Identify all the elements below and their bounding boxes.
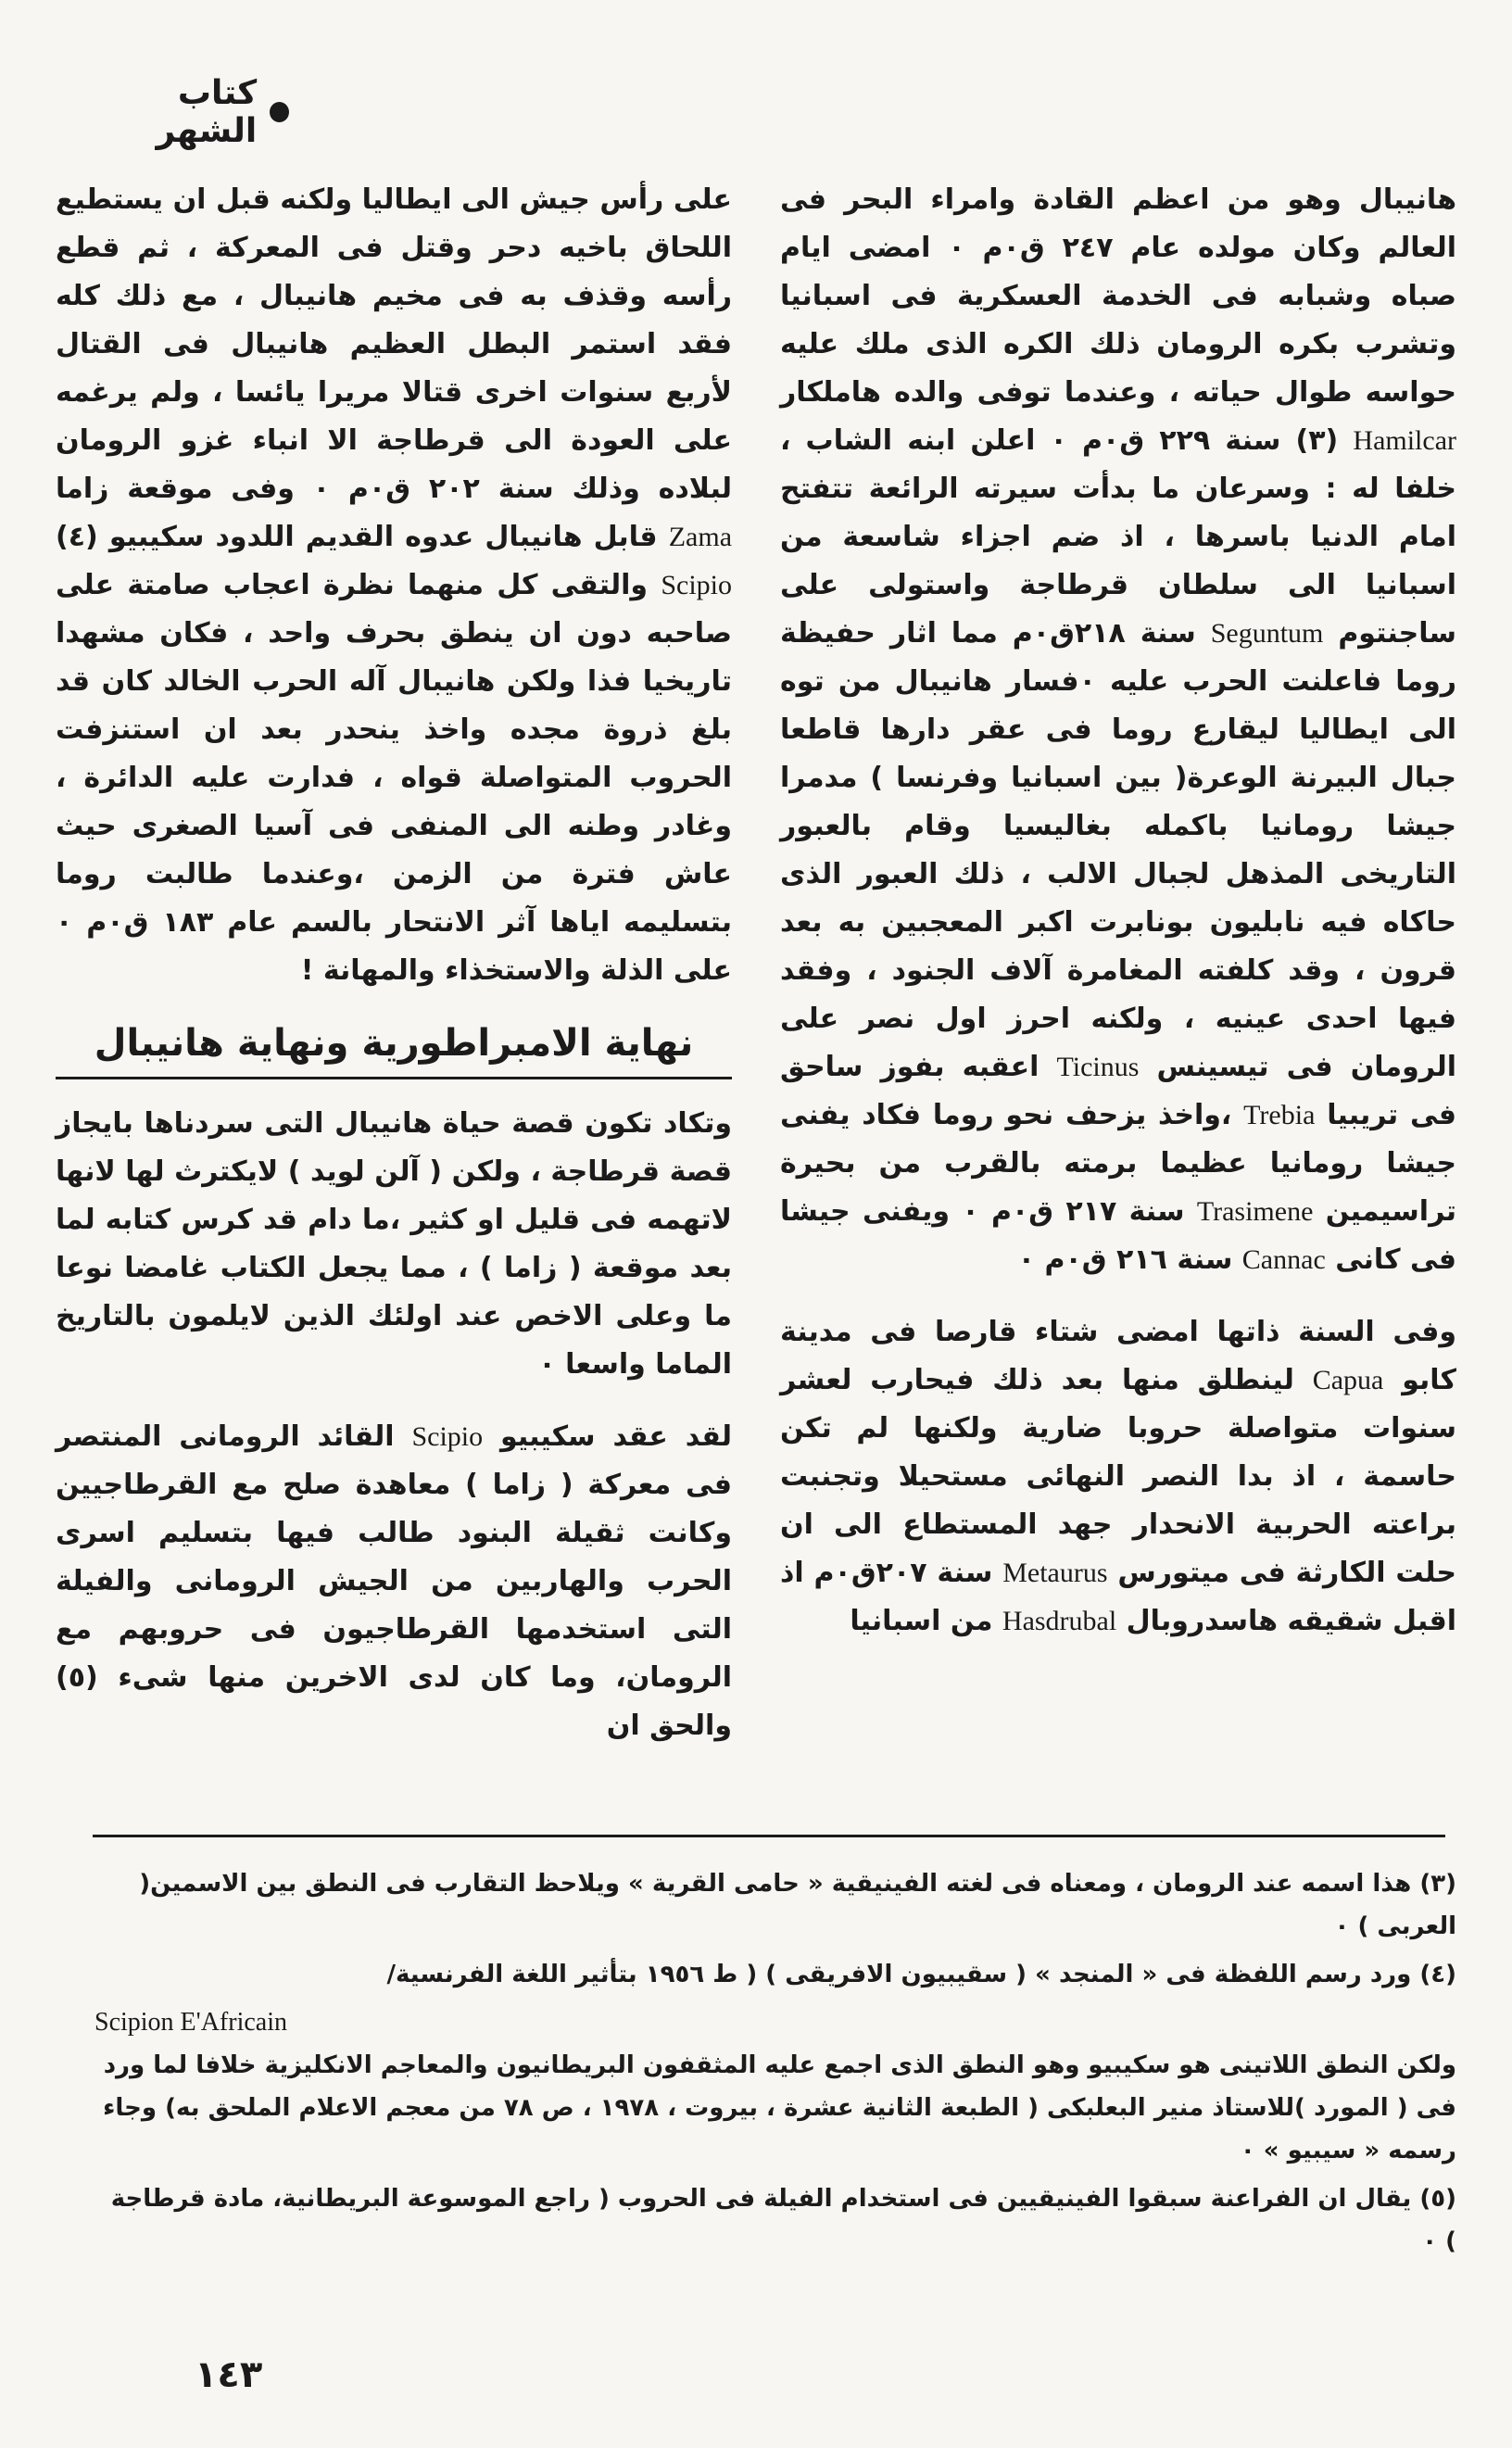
left-paragraph-1: على رأس جيش الى ايطاليا ولكنه قبل ان يستطيع اللحاق باخيه دحر وقتل فى المعركة ، ثم قطع رأسه وقذف به فى مخيم هانيبال ، مع ذلك كله فقد استمر البطل العظيم هانيبال فى القتال لأربع سنوات اخرى قتالا مريرا يائسا ، ولم يرغمه على العودة الى قرطاجة الا انباء غزو الرومان لبلاده وذلك سنة ٢٠٢ ق٠م ٠ وفى موقعة زاما Zama قابل هانيبال عدوه القديم اللدود سكيبيو (٤) Scipio والتقى كل منهما نظرة اعجاب صامتة على صاحبه دون ان ينطق بحرف واحد ، فكان مشهدا تاريخيا فذا ولكن هانيبال آله الحرب الخالد كان قد بلغ ذروة مجده واخذ ينحدر بعد ان استنزفت الحروب المتواصلة قواه ، فدارت عليه الدائرة ، وغادر وطنه الى المنفى فى آسيا الصغرى حيث عاش فترة من الزمن ،وعندما طالبت روما بتسليمه اياها آثر الانتحار بالسم عام ١٨٣ ق٠م ٠ على الذلة والاستخذاء والمهانة ! bbox=[56, 183, 733, 987]
right-paragraph-1: هانيبال وهو من اعظم القادة وامراء البحر فى العالم وكان مولده عام ٢٤٧ ق٠م ٠ امضى ايام صباه وشبابه فى الخدمة العسكرية فى اسبانيا وتشرب بكره الرومان ذلك الكره الذى ملك عليه حواسه طوال حياته ، وعندما توفى والده هاملكار Hamilcar (٣) سنة ٢٢٩ ق٠م ٠ اعلن ابنه الشاب ، خلفا له : وسرعان ما بدأت سيرته الرائعة تتفتح امام الدنيا باسرها ، اذ ضم اجزاء شاسعة من اسبانيا الى سلطان قرطاجة واستولى على ساجنتوم Seguntum سنة ٢١٨ق٠م مما اثار حفيظة روما فاعلنت الحرب عليه ٠فسار هانيبال من توه الى ايطاليا ليقارع روما فى عقر دارها قاطعا جبال البيرنة الوعرة( بين اسبانيا وفرنسا ) مدمرا جيشا رومانيا باكمله بغاليسيا وقام بالعبور التاريخى المذهل لجبال الالب ، ذلك العبور الذى حاكاه فيه نابليون بونابرت اكبر المعجبين به بعد قرون ، وقد كلفته المغامرة آلاف الجنود ، وفقد فيها احدى عينيه ، ولكنه احرز اول نصر على الرومان فى تيسينس Ticinus اعقبه بفوز ساحق فى تريبيا Trebia ،واخذ يزحف نحو روما فكاد يفنى جيشا رومانيا عظيما برمته بالقرب من بحيرة تراسيمين Trasimene سنة ٢١٧ ق٠م ٠ ويفنى جيشا فى كانى Cannac سنة ٢١٦ ق٠م ٠ bbox=[780, 183, 1457, 1276]
footnote-4-latin: Scipion E'Africain bbox=[94, 2008, 287, 2037]
footnote-3: (٣) هذا اسمه عند الرومان ، ومعناه فى لغته الفينيقية « حامى القرية » ويلاحظ التقارب فى النطق بين الاسمين( العربى ) ٠ bbox=[139, 1870, 1456, 1940]
left-column bbox=[56, 176, 732, 1774]
page-header bbox=[76, 74, 289, 150]
footnote-4-continued: ولكن النطق اللاتينى هو سكيبيو وهو النطق الذى اجمع عليه المثقفون البريطانيون والمعاجم الانكليزية خلافا لما ورد فى ( المورد )للاستاذ منير البعلبكى ( الطبعة الثانية عشرة ، بيروت ، ١٩٧٨ ، ص ٧٨ من معجم الاعلام الملحق به) وجاء رسمه « سيبيو » ٠ bbox=[103, 2051, 1456, 2164]
right-column bbox=[780, 176, 1456, 1670]
footnotes bbox=[94, 1862, 1456, 2268]
right-paragraph-2: وفى السنة ذاتها امضى شتاء قارصا فى مدينة كابو Capua لينطلق منها بعد ذلك فيحارب لعشر سنوات متواصلة حروبا ضارية ولكنها لم تكن حاسمة ، اذ بدا النصر النهائى مستحيلا وتجنبت براعته الحربية الانحدار جهد المستطاع الى ان حلت الكارثة فى ميتورس Metaurus سنة ٢٠٧ق٠م اذ اقبل شقيقه هاسدروبال Hasdrubal من اسبانيا bbox=[780, 1316, 1457, 1637]
footnote-5: (٥) يقال ان الفراعنة سبقوا الفينيقيين فى استخدام الفيلة فى الحروب ( راجع الموسوعة البريطانية، مادة قرطاجة ) ٠ bbox=[110, 2185, 1456, 2255]
page-number: ١٤٣ bbox=[195, 2353, 263, 2396]
footnote-4: (٤) ورد رسم اللفظة فى « المنجد » ( سقيبيون الافريقى ) ( ط ١٩٥٦ بتأثير اللغة الفرنسية/ bbox=[386, 1961, 1456, 1988]
section-heading: نهاية الامبراطورية ونهاية هانيبال bbox=[56, 1019, 732, 1079]
bullet-icon bbox=[270, 102, 289, 122]
footnote-divider bbox=[93, 1835, 1445, 1837]
section-title: كتاب الشهر bbox=[156, 74, 258, 150]
left-paragraph-2: وتكاد تكون قصة حياة هانيبال التى سردناها بايجاز قصة قرطاجة ، ولكن ( آلن لويد ) لايكترث لها لانها لاتهمه فى قليل او كثير ،ما دام قد كرس كتابه لما بعد موقعة ( زاما ) ، مما يجعل الكتاب غامضا نوعا ما وعلى الاخص عند اولئك الذين لايلمون بالتاريخ الماما واسعا ٠ bbox=[56, 1107, 732, 1381]
left-paragraph-3: لقد عقد سكيبيو Scipio القائد الرومانى المنتصر فى معركة ( زاما ) معاهدة صلح مع القرطاجيين وكانت ثقيلة البنود طالب فيها بتسليم اسرى الحرب والهاربين من الجيش الرومانى والفيلة التى استخدمها القرطاجيون فى حروبهم مع الرومان، وما كان لدى الاخرين منها شىء (٥) والحق ان bbox=[56, 1420, 732, 1742]
